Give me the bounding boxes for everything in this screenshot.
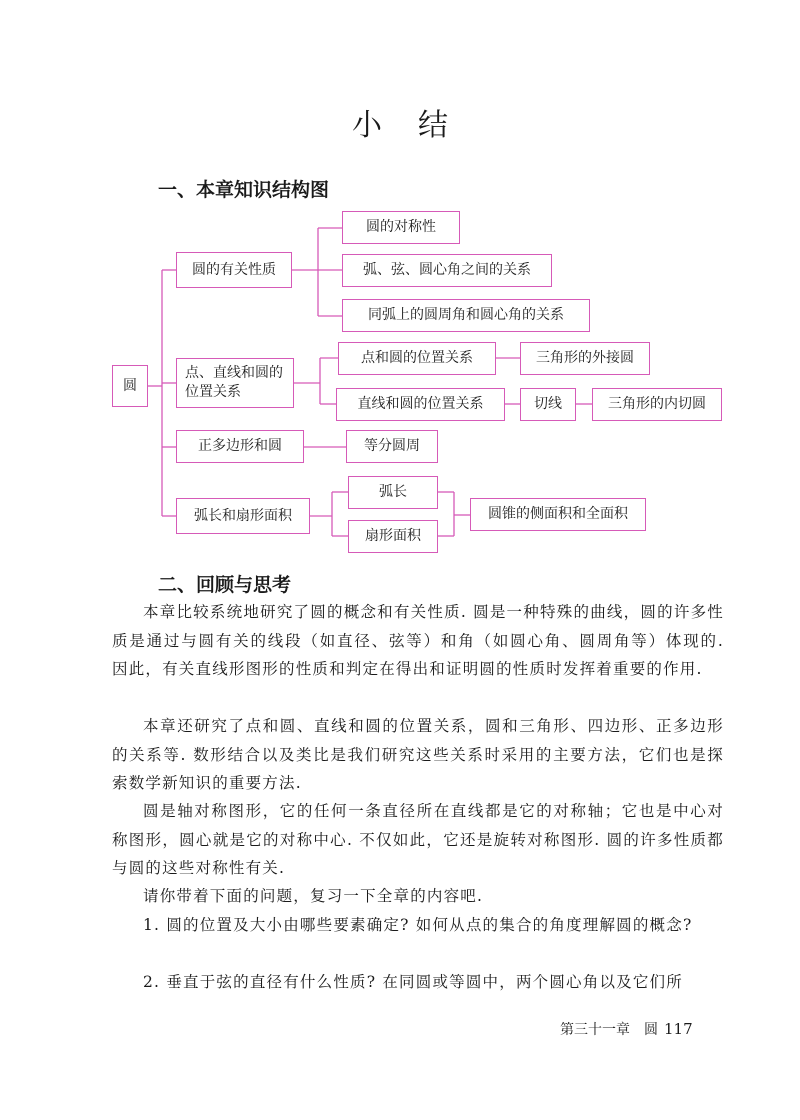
footer-chapter: 第三十一章 圆 xyxy=(560,1022,658,1038)
node-circumscribed: 三角形的外接圆 xyxy=(520,342,650,375)
node-arc-chord-angle: 弧、弦、圆心角之间的关系 xyxy=(342,254,552,287)
node-arc-sector-area: 弧长和扇形面积 xyxy=(176,498,310,534)
node-inscribed-central: 同弧上的圆周角和圆心角的关系 xyxy=(342,299,590,332)
page-title: 小结 xyxy=(352,108,484,143)
node-point-circle: 点和圆的位置关系 xyxy=(338,342,496,375)
page-footer xyxy=(560,1019,693,1039)
node-sector-area: 扇形面积 xyxy=(348,520,438,553)
node-cone-area: 圆锥的侧面积和全面积 xyxy=(470,498,646,531)
paragraph-4: 请你带着下面的问题，复习一下全章的内容吧. xyxy=(143,887,484,905)
paragraph-2: 本章还研究了点和圆、直线和圆的位置关系，圆和三角形、四边形、正多边形的关系等. 数形结合以及类比是我们研究这些关系时采用的主要方法，它们也是探索数学新知识的重要方法. xyxy=(112,717,724,792)
node-symmetry: 圆的对称性 xyxy=(342,211,460,244)
question-1: 1. 圆的位置及大小由哪些要素确定? 如何从点的集合的角度理解圆的概念? xyxy=(143,916,693,934)
node-properties: 圆的有关性质 xyxy=(176,252,292,288)
section-heading-structure: 一、本章知识结构图 xyxy=(158,179,330,201)
page-number: 117 xyxy=(664,1020,693,1038)
paragraph-1: 本章比较系统地研究了圆的概念和有关性质. 圆是一种特殊的曲线，圆的许多性质是通过与圆有关的线段（如直径、弦等）和角（如圆心角、圆周角等）体现的. 因此，有关直线形图形的性质和判定在得出和证明圆的性质时发挥着重要的作用. xyxy=(112,603,724,678)
node-root: 圆 xyxy=(112,365,148,407)
node-tangent: 切线 xyxy=(520,388,576,421)
node-positions: 点、直线和圆的位置关系 xyxy=(176,358,294,408)
node-inscribed-circle: 三角形的内切圆 xyxy=(592,388,722,421)
question-2: 2. 垂直于弦的直径有什么性质? 在同圆或等圆中，两个圆心角以及它们所 xyxy=(143,973,683,991)
node-line-circle: 直线和圆的位置关系 xyxy=(336,388,505,421)
node-arc-length: 弧长 xyxy=(348,476,438,509)
node-equal-division: 等分圆周 xyxy=(346,430,438,463)
section-heading-review: 二、回顾与思考 xyxy=(158,574,292,596)
paragraph-3: 圆是轴对称图形，它的任何一条直径所在直线都是它的对称轴；它也是中心对称图形，圆心就是它的对称中心. 不仅如此，它还是旋转对称图形. 圆的许多性质都与圆的这些对称性有关. xyxy=(112,802,724,877)
node-polygon-circle: 正多边形和圆 xyxy=(176,430,304,463)
